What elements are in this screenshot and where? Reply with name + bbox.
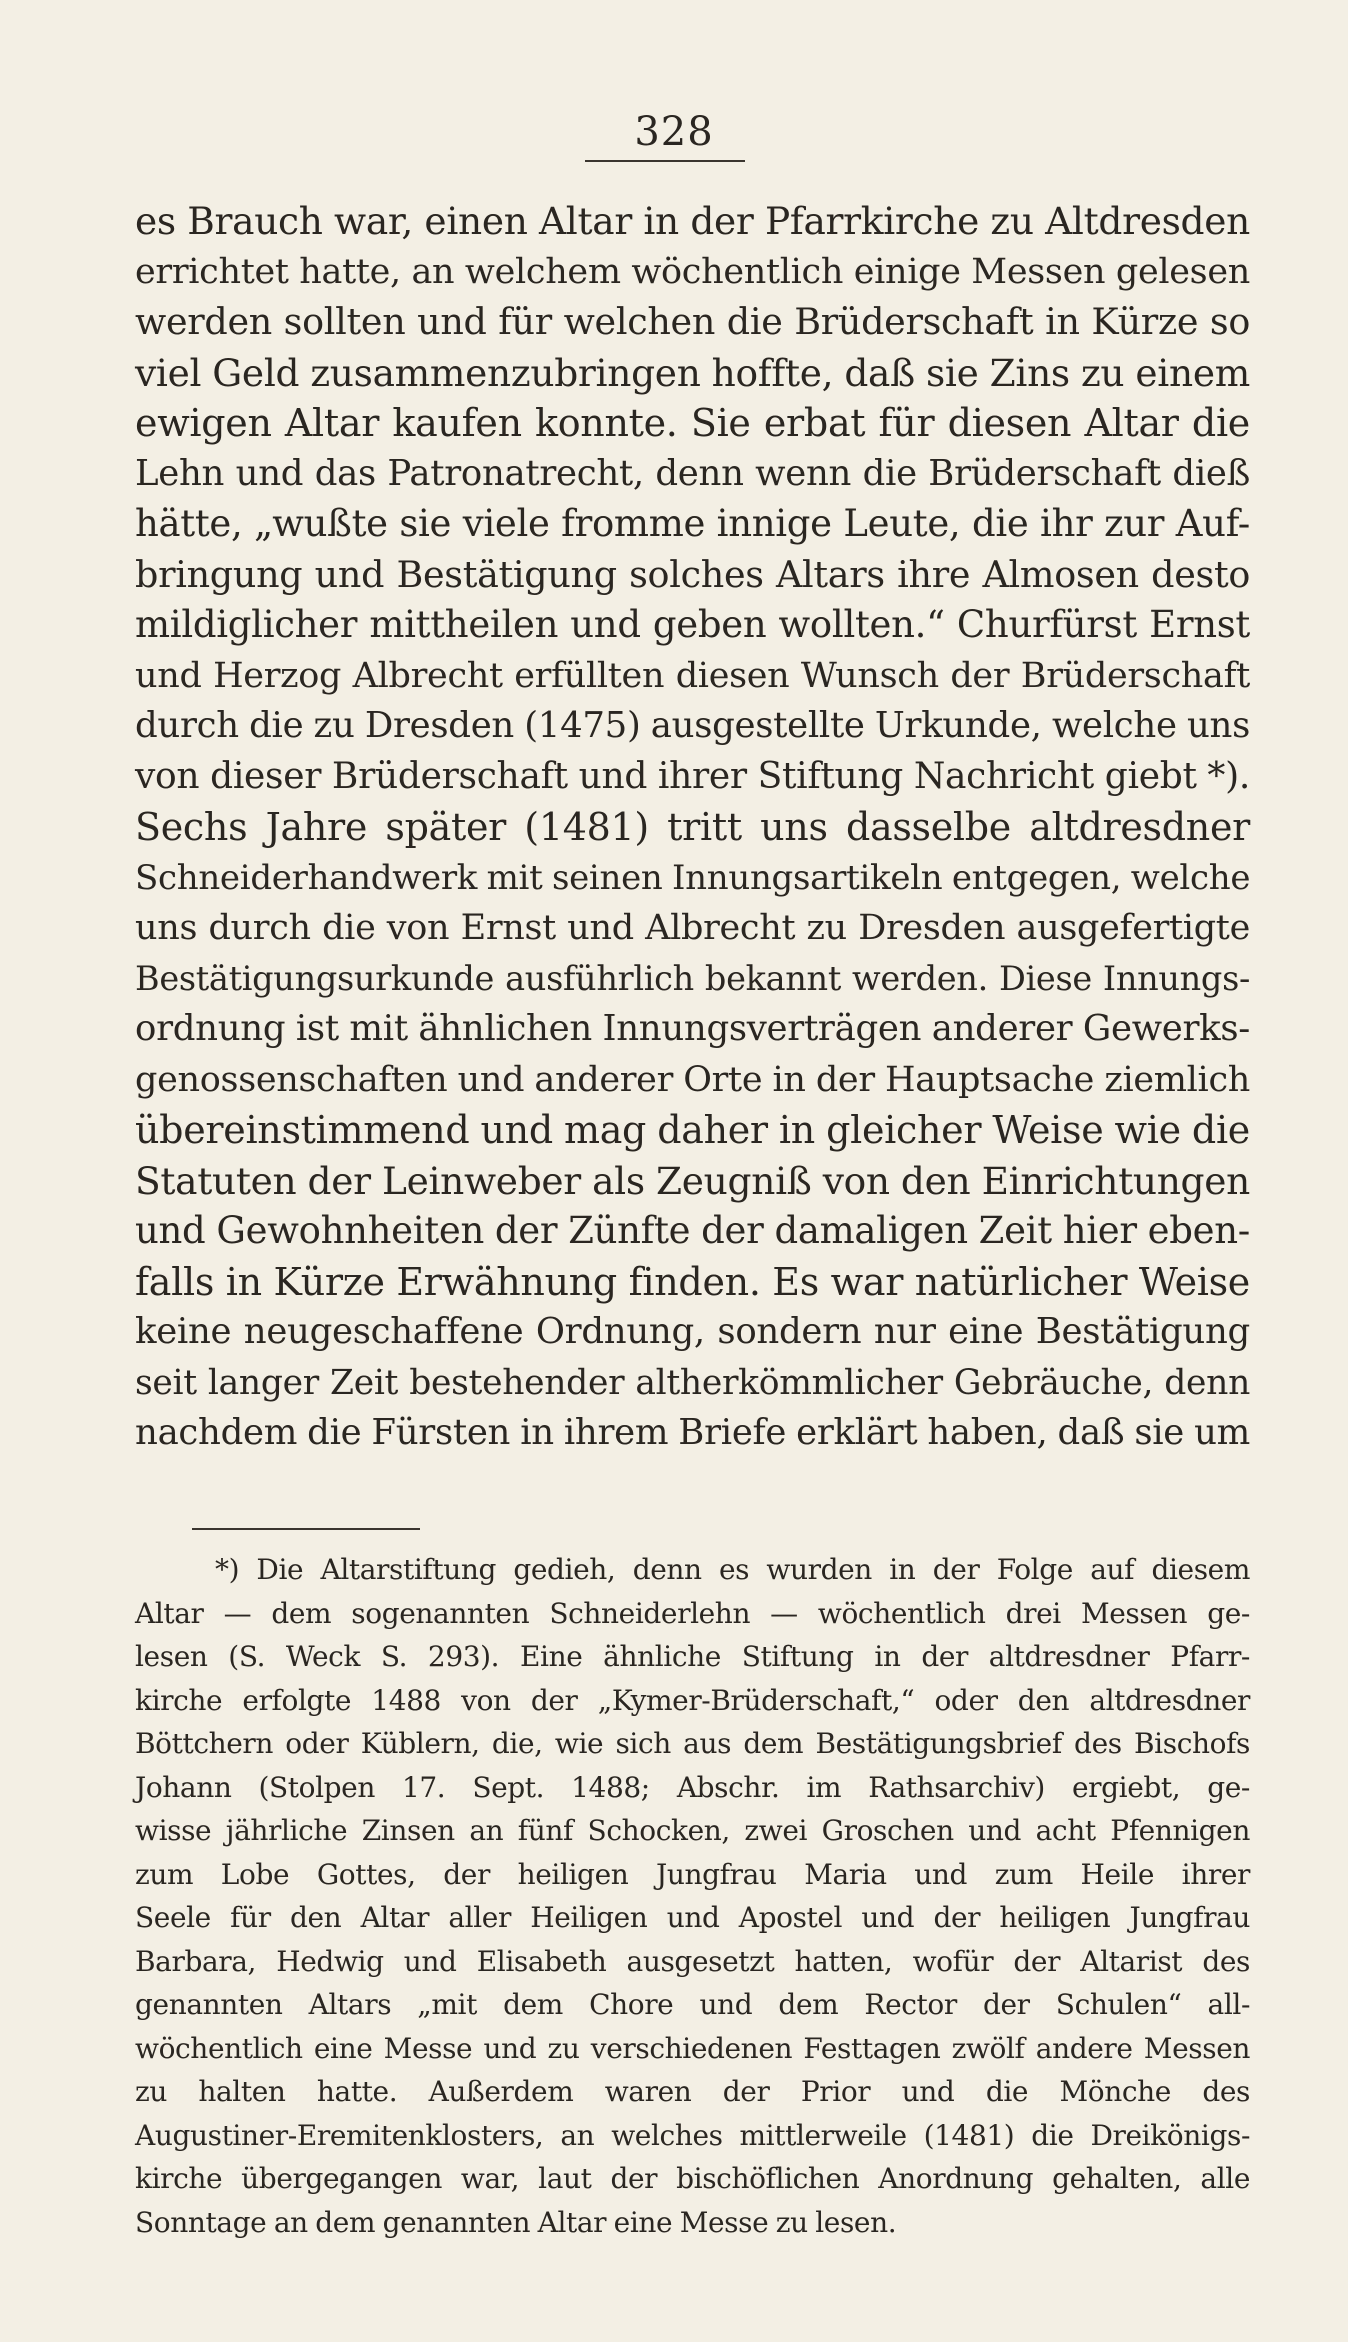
page-number: 328 — [634, 109, 714, 155]
footnote — [135, 1548, 1250, 2244]
footnote-line: kirche erfolgte 1488 von der „Kymer-Brüderschaft,“ oder den altdresdner — [135, 1683, 1250, 1717]
text-line: ewigen Altar kaufen konnte. Sie erbat für diesen Altar die — [135, 401, 1250, 445]
text-line: und Herzog Albrecht erfüllten diesen Wunsch der Brüderschaft — [135, 655, 1250, 696]
text-line: Lehn und das Patronatrecht, denn wenn die Brüderschaft dieß — [135, 452, 1250, 494]
footnote-line: genannten Altars „mit dem Chore und dem Rector der Schulen“ all- — [135, 1988, 1250, 2021]
footnote-line: zum Lobe Gottes, der heiligen Jungfrau Maria und zum Heile ihrer — [135, 1857, 1250, 1891]
text-line: Bestätigungsurkunde ausführlich bekannt werden. Diese Innungs- — [135, 958, 1250, 998]
footnote-line: wisse jährliche Zinsen an fünf Schocken, zwei Groschen und acht Pfennigen — [135, 1814, 1250, 1847]
text-line: Schneiderhandwerk mit seinen Innungsartikeln entgegen, welche — [135, 857, 1251, 898]
footnote-line: Sonntage an dem genannten Altar eine Messe zu lesen. — [135, 2205, 897, 2239]
footnote-line: lesen (S. Weck S. 293). Eine ähnliche Stiftung in der altdresdner Pfarr- — [135, 1640, 1250, 1673]
footnote-line: Johann (Stolpen 17. Sept. 1488; Abschr. im Rathsarchiv) ergiebt, ge- — [135, 1770, 1250, 1804]
text-line: von dieser Brüderschaft und ihrer Stiftung Nachricht giebt *). — [135, 755, 1250, 797]
text-line: Statuten der Leinweber als Zeugniß von den Einrichtungen — [135, 1158, 1250, 1203]
footnote-line: kirche übergegangen war, laut der bischöflichen Anordnung gehalten, alle — [135, 2162, 1250, 2195]
text-line: es Brauch war, einen Altar in der Pfarrkirche zu Altdresden — [135, 199, 1250, 243]
text-line: falls in Kürze Erwähnung finden. Es war natürlicher Weise — [135, 1259, 1250, 1304]
text-line: mildiglicher mittheilen und geben wollten.“ Churfürst Ernst — [135, 603, 1250, 646]
text-line: durch die zu Dresden (1475) ausgestellte Urkunde, welche uns — [135, 705, 1250, 746]
footnote-line: Augustiner-Eremitenklosters, an welches mittlerweile (1481) die Dreikönigs- — [135, 2118, 1250, 2152]
text-line: bringung und Bestätigung solches Altars ihre Almosen desto — [135, 552, 1250, 596]
main-text — [135, 196, 1250, 1459]
footnote-line: Seele für den Altar aller Heiligen und Apostel und der heiligen Jungfrau — [135, 1901, 1250, 1934]
footnote-line: Böttchern oder Küblern, die, wie sich aus dem Bestätigungsbrief des Bischofs — [135, 1727, 1250, 1760]
text-line: viel Geld zusammenzubringen hoffte, daß sie Zins zu einem — [135, 350, 1250, 395]
text-line: werden sollten und für welchen die Brüderschaft in Kürze so — [135, 300, 1250, 343]
text-line: hätte, „wußte sie viele fromme innige Leute, die ihr zur Auf- — [135, 502, 1250, 545]
footnote-line: Barbara, Hedwig und Elisabeth ausgesetzt hatten, wofür der Altarist des — [135, 1944, 1250, 1978]
footnote-line: *) Die Altarstiftung gedieh, denn es wurden in der Folge auf diesem — [215, 1553, 1250, 1586]
text-line: seit langer Zeit bestehender altherkömmlicher Gebräuche, denn — [135, 1362, 1250, 1403]
footnote-line: wöchentlich eine Messe und zu verschiedenen Festtagen zwölf andere Messen — [135, 2031, 1250, 2065]
header-rule — [585, 160, 745, 162]
text-line: errichtet hatte, an welchem wöchentlich einige Messen gelesen — [135, 251, 1250, 292]
text-line: übereinstimmend und mag daher in gleicher Weise wie die — [135, 1108, 1250, 1152]
text-line: Sechs Jahre später (1481) tritt uns dasselbe altdresdner — [135, 805, 1250, 849]
text-line: ordnung ist mit ähnlichen Innungsverträgen anderer Gewerks- — [135, 1008, 1250, 1049]
footnote-rule — [192, 1528, 420, 1530]
text-line: uns durch die von Ernst und Albrecht zu Dresden ausgefertigte — [135, 908, 1250, 948]
text-line: und Gewohnheiten der Zünfte der damaligen Zeit hier eben- — [135, 1209, 1250, 1252]
footnote-line: zu halten hatte. Außerdem waren der Prior und die Mönche des — [135, 2075, 1250, 2108]
footnote-line: Altar — dem sogenannten Schneiderlehn — wöchentlich drei Messen ge- — [135, 1596, 1250, 1630]
text-line: keine neugeschaffene Ordnung, sondern nur eine Bestätigung — [135, 1311, 1250, 1352]
text-line: genossenschaften und anderer Orte in der Hauptsache ziemlich — [135, 1059, 1250, 1100]
text-line: nachdem die Fürsten in ihrem Briefe erklärt haben, daß sie um — [135, 1412, 1250, 1453]
